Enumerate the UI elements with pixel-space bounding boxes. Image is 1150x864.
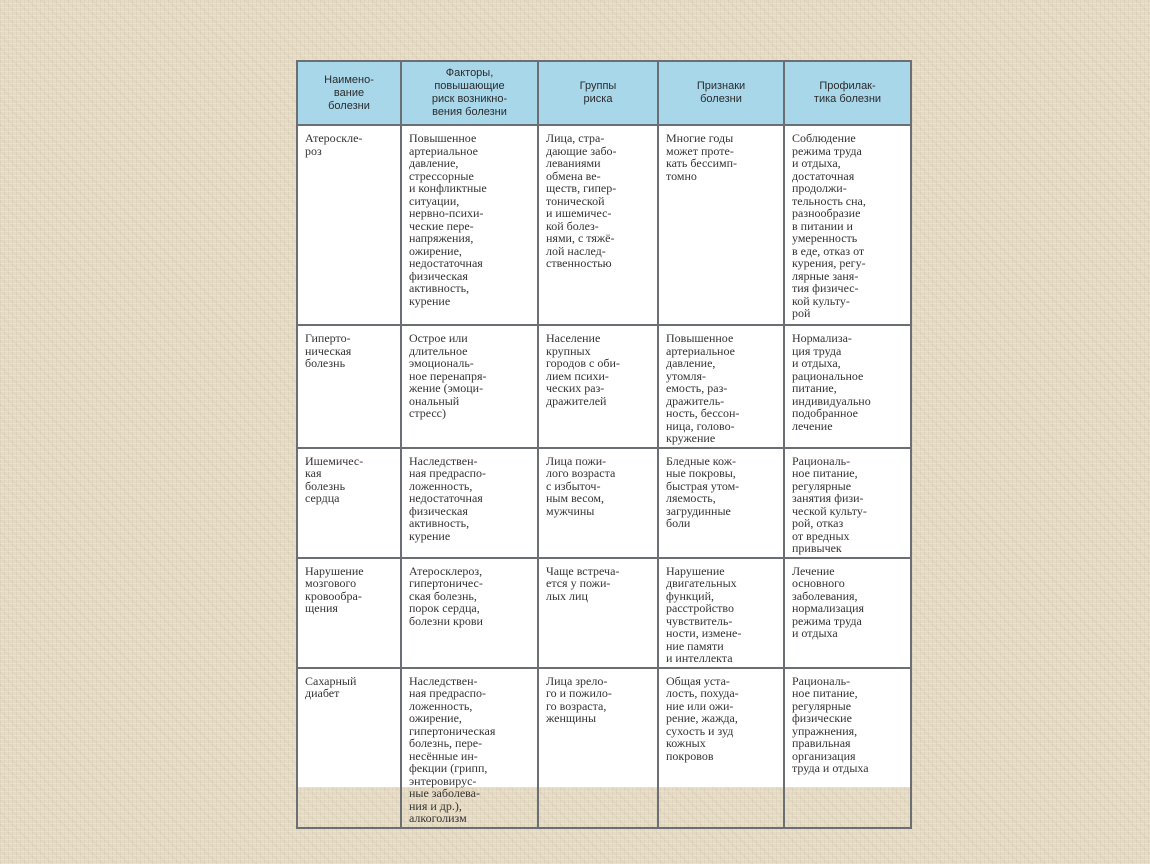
cell-disease-name [297, 448, 401, 558]
disease-table [296, 60, 912, 829]
cell-disease-name [297, 125, 401, 325]
cell-text: Наследствен- ная предраспо- ложенность, ожирение, гипертоническая болезнь, пере- несённые ин- фекции (грипп, энтеровирус- ные заболева- ния и др.), алкоголизм [409, 673, 496, 825]
cell-prevention [784, 448, 911, 558]
cell-prevention [784, 558, 911, 668]
cell-text: Лица зрело- го и пожило- го возраста, женщины [546, 673, 612, 725]
header-label: Признаки болезни [696, 80, 746, 105]
cell-text: Лица пожи- лого возраста с избыточ- ным весом, мужчины [546, 453, 616, 518]
cell-symptoms [658, 668, 784, 828]
header-label: Профилак- тика болезни [813, 80, 882, 105]
cell-symptoms [658, 558, 784, 668]
header-symptoms [658, 61, 784, 125]
cell-text: Повышенное артериальное давление, стрессорные и конфликтные ситуации, нервно-психи- ческие пере- напряжения, ожирение, недостаточная физическая активность, курение [409, 131, 487, 308]
cell-text: Чаще встреча- ется у пожи- лых лиц [546, 563, 620, 603]
cell-text: Ишемичес- кая болезнь сердца [305, 453, 364, 505]
header-disease-name [297, 61, 401, 125]
cell-text: Атеросклероз, гипертоничес- ская болезнь, порок сердца, болезни крови [409, 563, 483, 628]
cell-disease-name [297, 325, 401, 448]
cell-text: Население крупных городов с оби- лием психи- ческих раз- дражителей [546, 331, 620, 408]
cell-text: Лица, стра- дающие забо- леваниями обмена ве- ществ, гипер- тонической и ишемичес- кой болез- нями, с тяжё- лой наслед- ственностью [546, 131, 617, 270]
cell-risk-groups [538, 125, 658, 325]
cell-risk-factors [401, 125, 538, 325]
cell-text: Нарушение двигательных функций, расстройство чувствитель- ности, измене- ние памяти и интеллекта [666, 563, 742, 665]
cell-text: Сахарный диабет [305, 673, 357, 700]
table-row [297, 558, 911, 668]
cell-risk-factors [401, 668, 538, 828]
table-row [297, 325, 911, 448]
cell-symptoms [658, 325, 784, 448]
header-label: Наимено- вание болезни [324, 73, 374, 112]
cell-text: Лечение основного заболевания, нормализация режима труда и отдыха [792, 563, 865, 640]
cell-prevention [784, 325, 911, 448]
cell-text: Бледные кож- ные покровы, быстрая утом- ляемость, загрудинные боли [666, 453, 740, 530]
cell-risk-factors [401, 448, 538, 558]
table-row [297, 668, 911, 828]
document-page [296, 60, 910, 825]
cell-text: Атероскле- роз [305, 131, 363, 158]
cell-prevention [784, 668, 911, 828]
cell-risk-groups [538, 325, 658, 448]
header-risk-groups [538, 61, 658, 125]
cell-text: Гиперто- ническая болезнь [305, 331, 352, 370]
cell-text: Острое или длительное эмоциональ- ное перенапря- жение (эмоци- ональный стресс) [409, 331, 487, 420]
cell-symptoms [658, 125, 784, 325]
table-header-row [297, 61, 911, 125]
cell-disease-name [297, 558, 401, 668]
table-row [297, 125, 911, 325]
cell-risk-factors [401, 325, 538, 448]
table-row [297, 448, 911, 558]
header-label: Факторы, повышающие риск возникно- вения болезни [431, 67, 508, 118]
cell-text: Повышенное артериальное давление, утомля- емость, раз- дражитель- ность, бессон- ница, голово- кружение [666, 331, 740, 445]
cell-prevention [784, 125, 911, 325]
cell-risk-groups [538, 448, 658, 558]
cell-risk-factors [401, 558, 538, 668]
cell-text: Соблюдение режима труда и отдыха, достаточная продолжи- тельность сна, разнообразие в питании и умеренность в еде, отказ от курения, регу- лярные заня- тия физичес- кой культу- рой [792, 131, 866, 320]
header-label: Группы риска [579, 80, 617, 105]
cell-disease-name [297, 668, 401, 828]
cell-text: Нарушение мозгового кровообра- щения [305, 563, 364, 615]
header-risk-factors [401, 61, 538, 125]
header-prevention [784, 61, 911, 125]
cell-risk-groups [538, 668, 658, 828]
cell-text: Наследствен- ная предраспо- ложенность, недостаточная физическая активность, курение [409, 453, 487, 543]
cell-text: Нормализа- ция труда и отдыха, рациональное питание, индивидуально подобранное лечение [792, 331, 871, 433]
cell-risk-groups [538, 558, 658, 668]
cell-text: Рациональ- ное питание, регулярные занятия физи- ческой культу- рой, отказ от вредных привычек [792, 453, 867, 555]
cell-text: Многие годы может проте- кать бессимп- томно [666, 131, 738, 183]
cell-text: Общая уста- лость, похуда- ние или ожи- рение, жажда, сухость и зуд кожных покровов [666, 673, 739, 763]
cell-symptoms [658, 448, 784, 558]
cell-text: Рациональ- ное питание, регулярные физические упражнения, правильная организация труда и отдыха [792, 673, 869, 775]
